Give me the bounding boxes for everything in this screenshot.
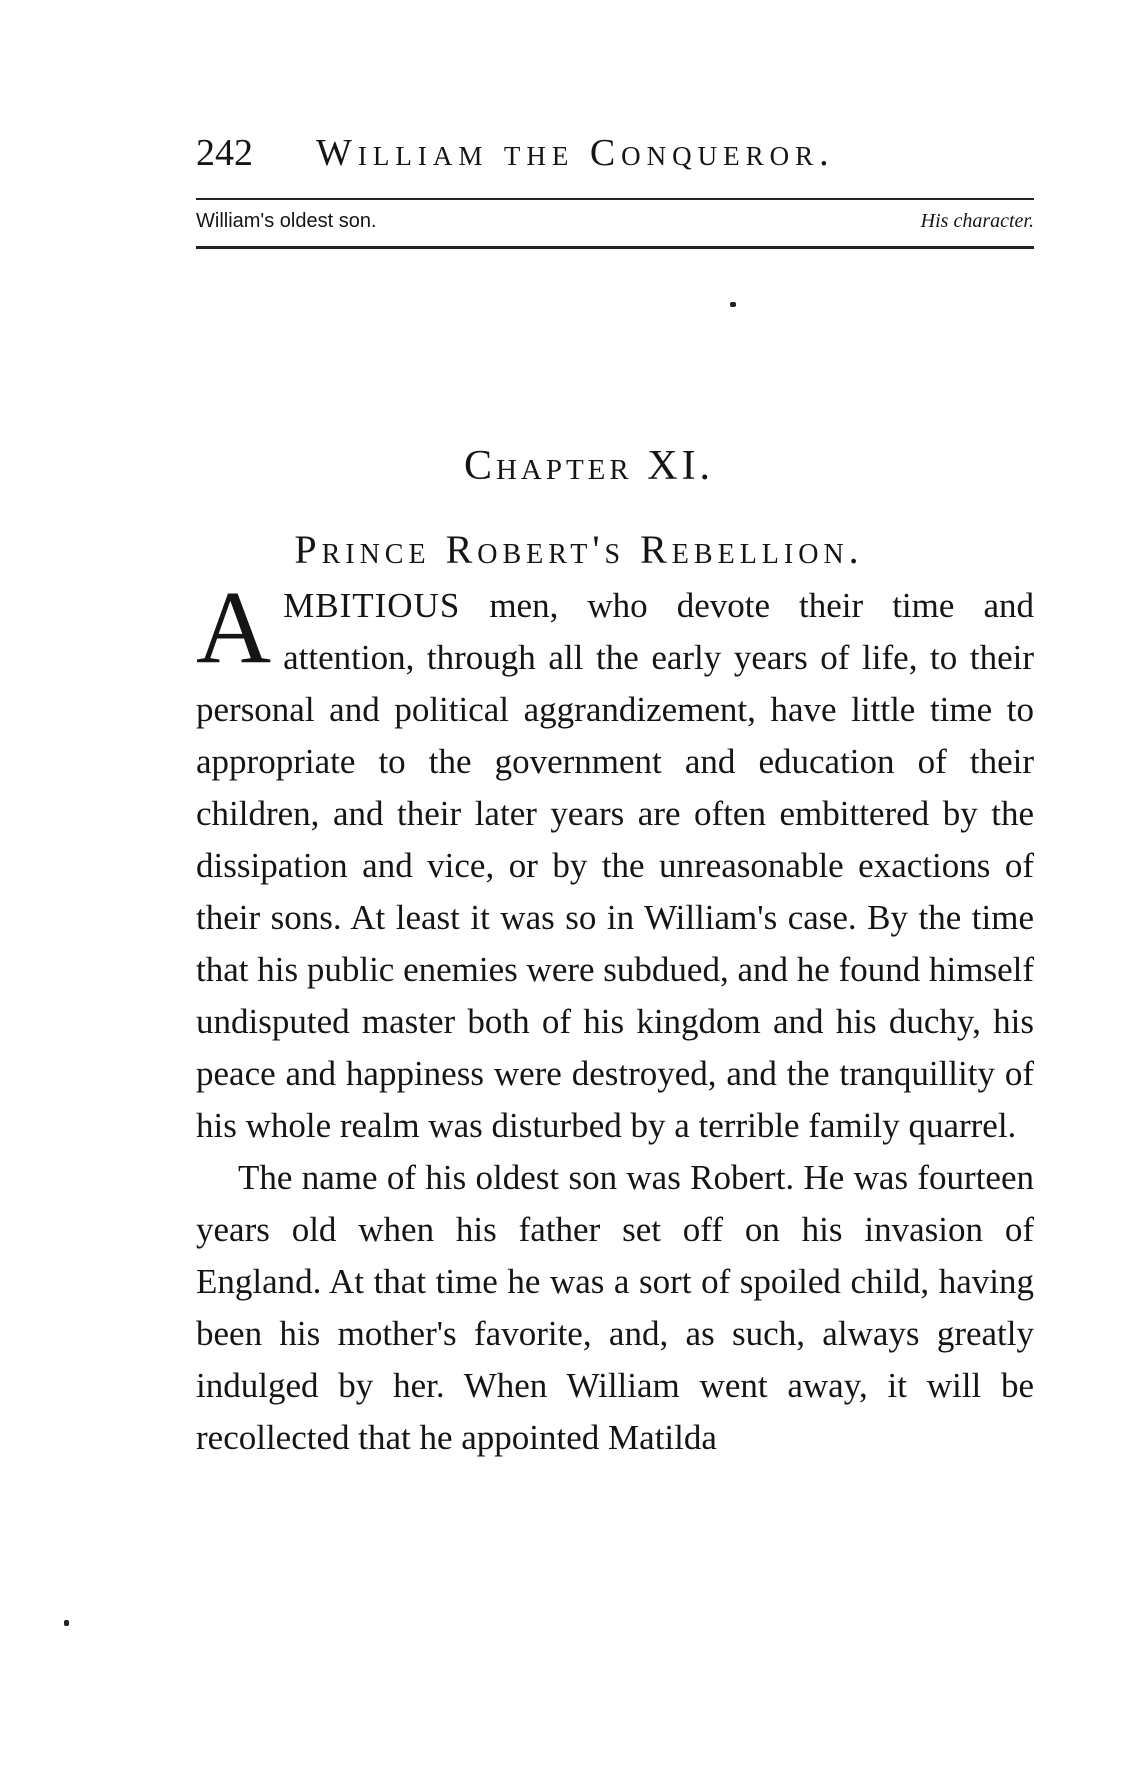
- sidenotes: [196, 206, 1034, 236]
- drop-cap: A: [196, 570, 272, 685]
- book-title: William the Conqueror.: [316, 132, 835, 174]
- body-text: [196, 570, 1034, 1464]
- page-number: 242: [196, 132, 253, 174]
- running-head: [196, 128, 1034, 178]
- paragraph-second: The name of his oldest son was Robert. He was fourteen years old when his father set off on his invasion of England. At that time he was a sort of spoiled child, having been his mother's favorite, and, as such, always greatly indulged by her. When William went away, it will be recollected that he appointed Matilda: [196, 1158, 1034, 1457]
- header-rule-top: [196, 198, 1034, 200]
- header-rule-bottom: [196, 246, 1034, 249]
- chapter-subtitle: Prince Robert's Rebellion.: [294, 527, 864, 572]
- ink-speck: [64, 1620, 69, 1626]
- chapter-title: Chapter XI.: [463, 443, 715, 489]
- sidenote-left: William's oldest son.: [196, 210, 377, 232]
- paragraph-first-text: men, who devote their time and attention, through all the early years of life, to their personal and political aggrandizement, have little time to appropriate to the government and education of their children, and their later years are often embittered by the dissipation and vice, or by the unreasonable exactions of their sons. At least it was so in William's case. By the time that his public enemies were subdued, and he found himself undisputed master both of his kingdom and his duchy, his peace and happiness were destroyed, and the tranquillity of his whole realm was disturbed by a terrible family quarrel.: [196, 586, 1034, 1145]
- paragraph-first: [196, 570, 1034, 1152]
- ink-speck: [730, 302, 736, 307]
- lead-word: MBITIOUS: [283, 586, 461, 625]
- sidenote-right: His character.: [920, 210, 1034, 232]
